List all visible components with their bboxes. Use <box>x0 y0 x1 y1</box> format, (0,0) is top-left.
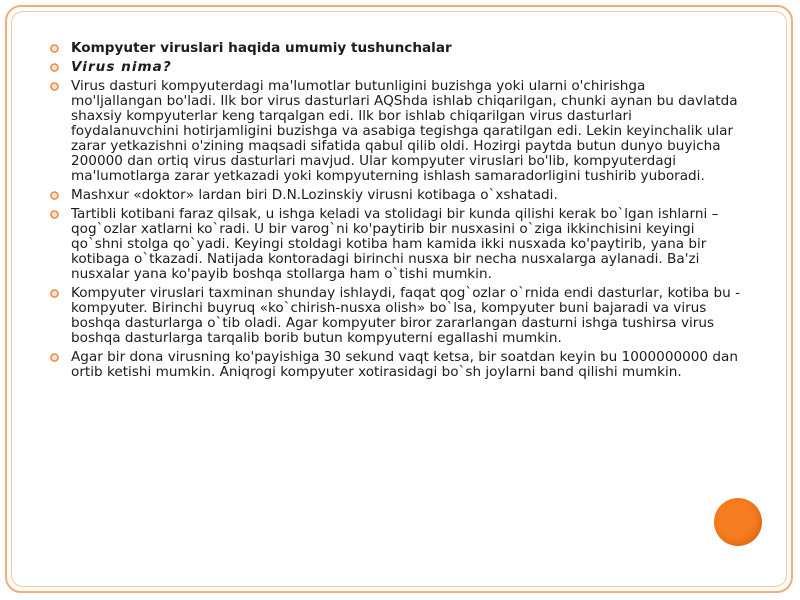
bullet-text: Kompyuter viruslari haqida umumiy tushunchalar <box>71 40 452 56</box>
bullet-text: Mashxur «doktor» lardan biri D.N.Lozinskiy virusni kotibaga o`xshatadi. <box>71 187 558 203</box>
bullet-text: Kompyuter viruslari taxminan shunday ishlaydi, faqat qog`ozlar o`rnida endi dasturlar, kotiba bu - kompyuter. Birinchi buyruq «ko`chirish-nusxa olish» bo`lsa, kompyuter buni bajaradi va virus boshqa dasturlarga o`tib oladi. Agar kompyuter biror zararlangan dasturni ishga tushirsa virus boshqa dasturlarga tarqalib borib butun kompyuterni egallashi mumkin. <box>71 285 741 346</box>
bullet-text: Virus nima? <box>71 59 172 75</box>
circle-bullet-icon <box>50 210 59 219</box>
bullet-item-doctor <box>50 188 740 203</box>
bullet-item-analogy <box>50 286 740 346</box>
bullet-item-title <box>50 41 740 56</box>
orange-circle-decoration <box>714 498 762 546</box>
bullet-item-definition <box>50 79 740 184</box>
bullet-item-spread-rate <box>50 350 740 380</box>
circle-bullet-icon <box>50 191 59 200</box>
bullet-text: Tartibli kotibani faraz qilsak, u ishga keladi va stolidagi bir kunda qilishi kerak bo`lgan ishlarni – qog`ozlar xatlarni ko`radi. U bir varog`ni ko'paytirib bir nusxasini o`ziga ikkinchisini keyingi qo`shni stolga qo`yadi. Keyingi stoldagi kotiba ham kamida ikki nusxada ko'paytirib, yana bir kotibaga o`tkazadi. Natijada kontoradagi birinchi nusxa bir necha nusxalarga aylanadi. Ba'zi nusxalar yana ko'payib boshqa stollarga ham o`tishi mumkin. <box>71 206 719 282</box>
circle-bullet-icon <box>50 353 59 362</box>
bullet-text: Agar bir dona virusning ko'payishiga 30 sekund vaqt ketsa, bir soatdan keyin bu 1000000000 dan ortib ketishi mumkin. Aniqrogi kompyuter xotirasidagi bo`sh joylarni band qilishi mumkin. <box>71 349 738 380</box>
circle-bullet-icon <box>50 44 59 53</box>
bullet-item-question <box>50 60 740 75</box>
circle-bullet-icon <box>50 82 59 91</box>
circle-bullet-icon <box>50 63 59 72</box>
bullet-text: Virus dasturi kompyuterdagi ma'lumotlar butunligini buzishga yoki ularni o'chirishga mo'ljallangan bo'ladi. Ilk bor virus dasturlari AQShda ishlab chiqarilgan, chunki aynan bu davlatda shaxsiy kompyuterlar keng tarqalgan edi. Ilk bor ishlab chiqarilgan virus dasturlari foydalanuvchini hotirjamligini buzishga va asabiga tegishga qaratilgan edi. Lekin keyinchalik ular zarar yetkazishni o'zining maqsadi sifatida qabul qilib oldi. Hozirgi paytda butun dunyo buyicha 200000 dan ortiq virus dasturlari mavjud. Ular kompyuter viruslari bo'lib, kompyuterdagi ma'lumotlarga zarar yetkazadi yoki kompyuterning ishlash samaradorligini tushirib yuboradi. <box>71 78 738 184</box>
slide-content <box>50 41 740 384</box>
circle-bullet-icon <box>50 289 59 298</box>
bullet-list <box>50 41 740 380</box>
bullet-item-secretary <box>50 207 740 282</box>
